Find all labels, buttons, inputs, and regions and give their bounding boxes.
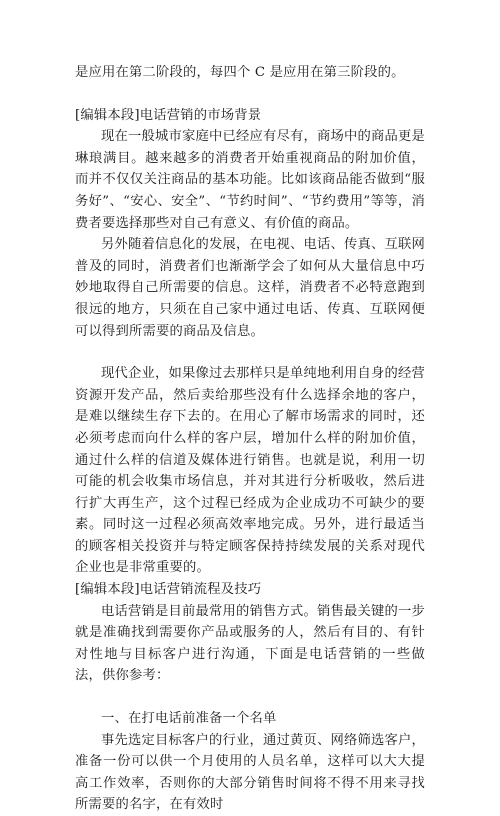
spacer [75, 342, 425, 363]
spacer [75, 687, 425, 708]
section-heading-process-tips: [编辑本段]电话营销流程及技巧 [75, 582, 262, 598]
paragraph-consumer-value: 现在一般城市家庭中已经应有尽有，商场中的商品更是琳琅满目。越来越多的消费者开始重视商品的附加价值，而并不仅仅关注商品的基本功能。比如该商品能否做到“服务好”、“安心、安全”、“节约时间”、“节约费用”等等，消费者要选择那些对自己有意义、有价值的商品。 [75, 129, 425, 231]
paragraph-modern-enterprise: 现代企业，如果像过去那样只是单纯地利用自身的经营资源开发产品，然后卖给那些没有什么选择余地的客户，是难以继续生存下去的。在用心了解市场需求的同时，还必须考虑而向什么样的客户层，增加什么样的附加价值，通过什么样的信道及媒体进行销售。也就是说，利用一切可能的机会收集市场信息，并对其进行分析吸收，然后进行扩大再生产，这个过程已经成为企业成功不可缺少的要素。同时这一过程必须高效率地完成。另外，进行最适当的顾客相关投资并与特定顾客保持持续发展的关系对现代企业也是非常重要的。 [75, 366, 425, 576]
spacer [75, 84, 425, 105]
section-heading-market-background: [编辑本段]电话营销的市场背景 [75, 107, 262, 123]
continued-line: 是应用在第二阶段的，每四个 C 是应用在第三阶段的。 [75, 65, 405, 80]
subheading-prepare-list: 一、在打电话前准备一个名单 [101, 711, 277, 727]
document-body [75, 62, 425, 816]
paragraph-information-age: 另外随着信息化的发展，在电视、电话、传真、互联网普及的同时，消费者们也渐渐学会了如何从大量信息中巧妙地取得自己所需要的信息。这样，消费者不必特意跑到很远的地方，只须在自己家中通过电话、传真、互联网便可以得到所需要的商品及信息。 [75, 237, 425, 339]
paragraph-telemarketing-intro: 电话营销是目前最常用的销售方式。销售最关键的一步就是准确找到需要你产品或服务的人，然后有目的、有针对性地与目标客户进行沟通，下面是电话营销的一些做法，供你参考： [75, 603, 425, 684]
paragraph-target-list: 事先选定目标客户的行业，通过黄页、网络筛选客户，准备一份可以供一个月使用的人员名单，这样可以大大提高工作效率，否则你的大部分销售时间将不得不用来寻找所需要的名字，在有效时 [75, 732, 425, 813]
